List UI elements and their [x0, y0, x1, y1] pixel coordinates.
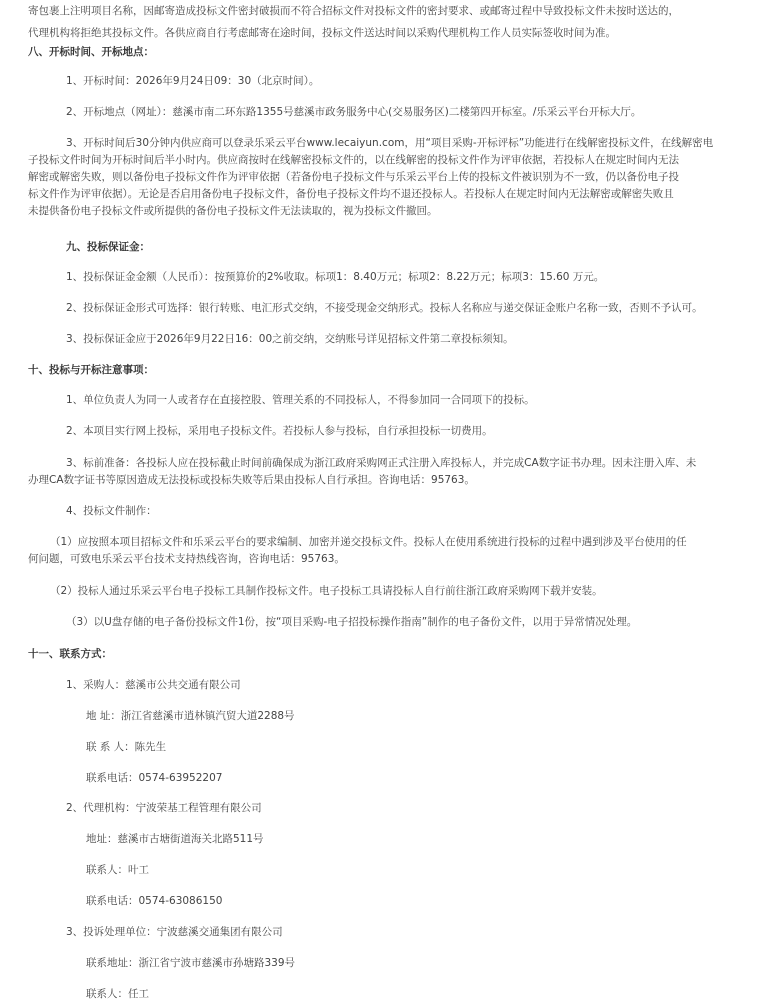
agency-title: 2、代理机构：宁波荣基工程管理有限公司	[66, 802, 262, 814]
notice-item-2: 2、本项目实行网上投标，采用电子投标文件。若投标人参与投标，自行承担投标一切费用。	[66, 425, 493, 437]
preparation-sub-1-line-2: 何问题，可致电乐采云平台技术支持热线咨询，咨询电话：95763。	[28, 553, 345, 565]
deposit-form: 2、投标保证金形式可选择：银行转账、电汇形式交纳，不接受现金交纳形式。投标人名称应与递交保证金账户名称一致，否则不予认可。	[66, 302, 703, 314]
decryption-note-line-1: 3、开标时间后30分钟内供应商可以登录乐采云平台www.lecaiyun.com，用“项目采购-开标评标”功能进行在线解密投标文件，在线解密电	[66, 137, 714, 149]
preparation-sub-1-line-1: （1）应按照本项目招标文件和乐采云平台的要求编制、加密并递交投标文件。投标人在使用系统进行投标的过程中遇到涉及平台使用的任	[50, 536, 687, 548]
notice-item-3-line-1: 3、标前准备：各投标人应在投标截止时间前确保成为浙江政府采购网正式注册入库投标人，并完成CA数字证书办理。因未注册入库、未	[66, 457, 697, 469]
decryption-note-line-2: 子投标文件时间为开标时间后半小时内。供应商按时在线解密投标文件的，以在线解密的投标文件作为评审依据，若投标人在规定时间内无法	[28, 154, 679, 166]
purchaser-phone: 联系电话：0574-63952207	[86, 772, 223, 784]
notice-item-3-line-2: 办理CA数字证书等原因造成无法投标或投标失败等后果由投标人自行承担。咨询电话：95763。	[28, 474, 475, 486]
section-9-heading: 九、投标保证金：	[66, 241, 150, 253]
agency-address: 地址：慈溪市古塘街道海关北路511号	[86, 833, 264, 845]
section-10-heading: 十、投标与开标注意事项：	[28, 364, 154, 376]
decryption-note-line-3: 解密或解密失败，则以备份电子投标文件作为评审依据（若备份电子投标文件与乐采云平台上传的投标文件被识别为不一致，仍以备份电子投	[28, 171, 679, 183]
notice-item-1: 1、单位负责人为同一人或者存在直接控股、管理关系的不同投标人，不得参加同一合同项下的投标。	[66, 394, 535, 406]
purchaser-title: 1、采购人：慈溪市公共交通有限公司	[66, 679, 241, 691]
opening-time: 1、开标时间：2026年9月24日09：30（北京时间）。	[66, 75, 320, 87]
deposit-amount: 1、投标保证金金额（人民币）：按预算价的2%收取。标项1：8.40万元；标项2：8.22万元；标项3：15.60 万元。	[66, 271, 605, 283]
preparation-sub-2: （2）投标人通过乐采云平台电子投标工具制作投标文件。电子投标工具请投标人自行前往浙江政府采购网下载并安装。	[50, 585, 603, 597]
section-11-heading: 十一、联系方式：	[28, 648, 112, 660]
opening-location: 2、开标地点（网址）：慈溪市南二环东路1355号慈溪市政务服务中心(交易服务区)二楼第四开标室。/乐采云平台开标大厅。	[66, 106, 642, 118]
deposit-deadline: 3、投标保证金应于2026年9月22日16：00之前交纳，交纳账号详见招标文件第二章投标须知。	[66, 333, 514, 345]
complaint-unit-contact: 联系人：任工	[86, 988, 149, 1000]
agency-contact: 联系人：叶工	[86, 864, 149, 876]
purchaser-contact: 联 系 人：陈先生	[86, 741, 167, 753]
section-8-heading: 八、开标时间、开标地点：	[28, 46, 154, 58]
decryption-note-line-5: 未提供备份电子投标文件或所提供的备份电子投标文件无法读取的，视为投标文件撤回。	[28, 205, 438, 217]
complaint-unit-address: 联系地址：浙江省宁波市慈溪市孙塘路339号	[86, 957, 296, 969]
agency-phone: 联系电话：0574-63086150	[86, 895, 223, 907]
purchaser-address: 地 址：浙江省慈溪市逍林镇汽贸大道2288号	[86, 710, 295, 722]
preparation-sub-3: （3）以U盘存储的电子备份投标文件1份，按“项目采购-电子招投标操作指南”制作的电子备份文件，以用于异常情况处理。	[66, 616, 638, 628]
decryption-note-line-4: 标文件作为评审依据）。无论是否启用备份电子投标文件，备份电子投标文件均不退还投标人。若投标人在规定时间内无法解密或解密失败且	[28, 188, 674, 200]
intro-line-2: 代理机构将拒绝其投标文件。各供应商自行考虑邮寄在途时间，投标文件送达时间以采购代理机构工作人员实际签收时间为准。	[28, 27, 616, 39]
notice-item-4: 4、投标文件制作：	[66, 505, 157, 517]
complaint-unit-title: 3、投诉处理单位：宁波慈溪交通集团有限公司	[66, 926, 283, 938]
intro-line-1: 寄包裹上注明项目名称，因邮寄造成投标文件密封破损而不符合招标文件对投标文件的密封要求、或邮寄过程中导致投标文件未按时送达的，	[28, 5, 679, 17]
